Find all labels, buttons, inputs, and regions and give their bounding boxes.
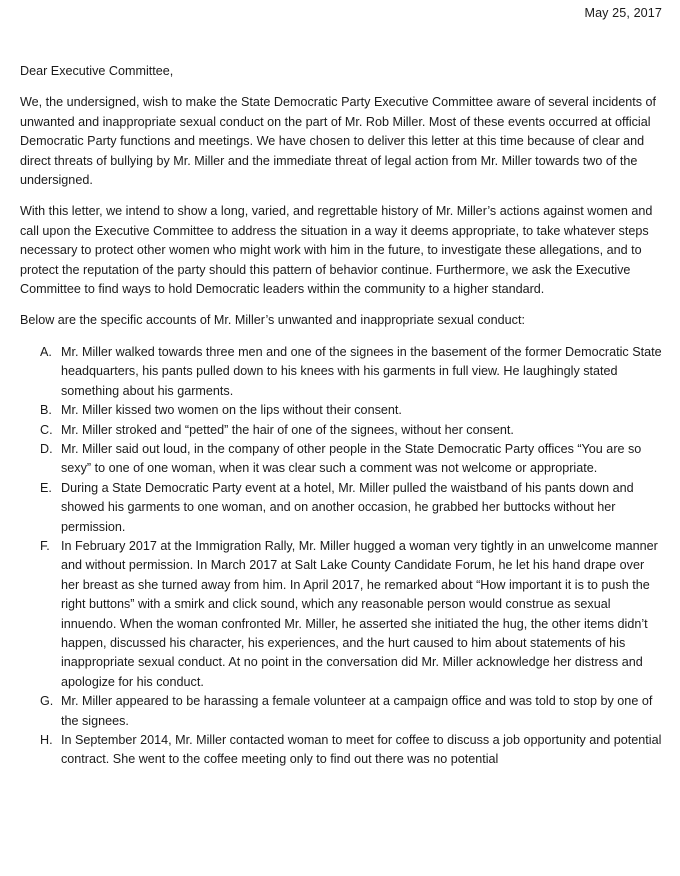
list-item: [20, 537, 664, 692]
list-item: [20, 692, 664, 731]
list-marker: G.: [40, 694, 54, 709]
greeting: Dear Executive Committee,: [20, 64, 174, 78]
list-item-text: In February 2017 at the Immigration Rally, Mr. Miller hugged a woman very tightly in an unwelcome manner and without permission. In March 2017 at Salt Lake County Candidate Forum, he let his hand drape over her breast as she turned away from him. In April 2017, he remarked about “How important it is to push the right buttons” with a smirk and click sound, which any reasonable person would construe as sexual innuendo. When the woman confronted Mr. Miller, he asserted she initiated the hug, the other items didn’t happen, discussed his character, his experiences, and the hurt caused to him about statements of his inappropriate sexual conduct. At no point in the conversation did Mr. Miller acknowledge her distress and apologize for his conduct.: [61, 538, 658, 689]
list-item: [20, 731, 664, 770]
list-item: [20, 440, 664, 479]
list-marker: F.: [40, 538, 50, 553]
paragraph-intent: With this letter, we intend to show a long, varied, and regrettable history of Mr. Miller’s actions against women and call upon the Executive Committee to address the situation in a way it deems appropriate, to take whatever steps necessary to protect other women who might work with him in the future, to investigate these allegations, and to protect the reputation of the party should this pattern of behavior continue. Furthermore, we ask the Executive Committee to find ways to hold Democratic leaders within the community to a higher standard.: [20, 204, 653, 297]
letter-date: May 25, 2017: [584, 6, 662, 20]
list-item-text: Mr. Miller kissed two women on the lips without their consent.: [61, 403, 402, 418]
list-marker: E.: [40, 480, 52, 495]
list-item: [20, 421, 664, 440]
list-item-text: In September 2014, Mr. Miller contacted woman to meet for coffee to discuss a job opportunity and potential contract. She went to the coffee meeting only to find out there was no potential: [61, 733, 662, 767]
paragraph-accounts-lead: Below are the specific accounts of Mr. Miller’s unwanted and inappropriate sexual conduct:: [20, 313, 525, 328]
list-item: [20, 343, 664, 401]
accounts-list: [20, 343, 664, 770]
letter-body: [20, 62, 664, 770]
list-item-text: Mr. Miller stroked and “petted” the hair of one of the signees, without her consent.: [61, 422, 514, 437]
list-marker: D.: [40, 441, 53, 456]
list-marker: C.: [40, 422, 53, 437]
list-item-text: During a State Democratic Party event at a hotel, Mr. Miller pulled the waistband of his pants down and showed his garments to one woman, and on another occasion, he grabbed her buttocks without her permission.: [61, 480, 634, 534]
list-item: [20, 401, 664, 420]
list-item-text: Mr. Miller appeared to be harassing a female volunteer at a campaign office and was told to stop by one of the signees.: [61, 694, 653, 728]
list-item: [20, 479, 664, 537]
list-item-text: Mr. Miller walked towards three men and one of the signees in the basement of the former Democratic State headquarters, his pants pulled down to his knees with his garments in full view. He laughingly stated something about his garments.: [61, 344, 662, 398]
list-marker: A.: [40, 344, 52, 359]
list-item-text: Mr. Miller said out loud, in the company of other people in the State Democratic Party offices “You are so sexy” to one of one woman, when it was clear such a comment was not welcome or appropriate.: [61, 441, 642, 476]
list-marker: H.: [40, 733, 53, 747]
paragraph-intro: We, the undersigned, wish to make the State Democratic Party Executive Committee aware of several incidents of unwanted and inappropriate sexual conduct on the part of Mr. Rob Miller. Most of these events occurred at official Democratic Party functions and meetings. We have chosen to deliver this letter at this time because of clear and direct threats of bullying by Mr. Miller and the immediate threat of legal action from Mr. Miller towards two of the undersigned.: [20, 95, 657, 188]
list-marker: B.: [40, 403, 52, 418]
